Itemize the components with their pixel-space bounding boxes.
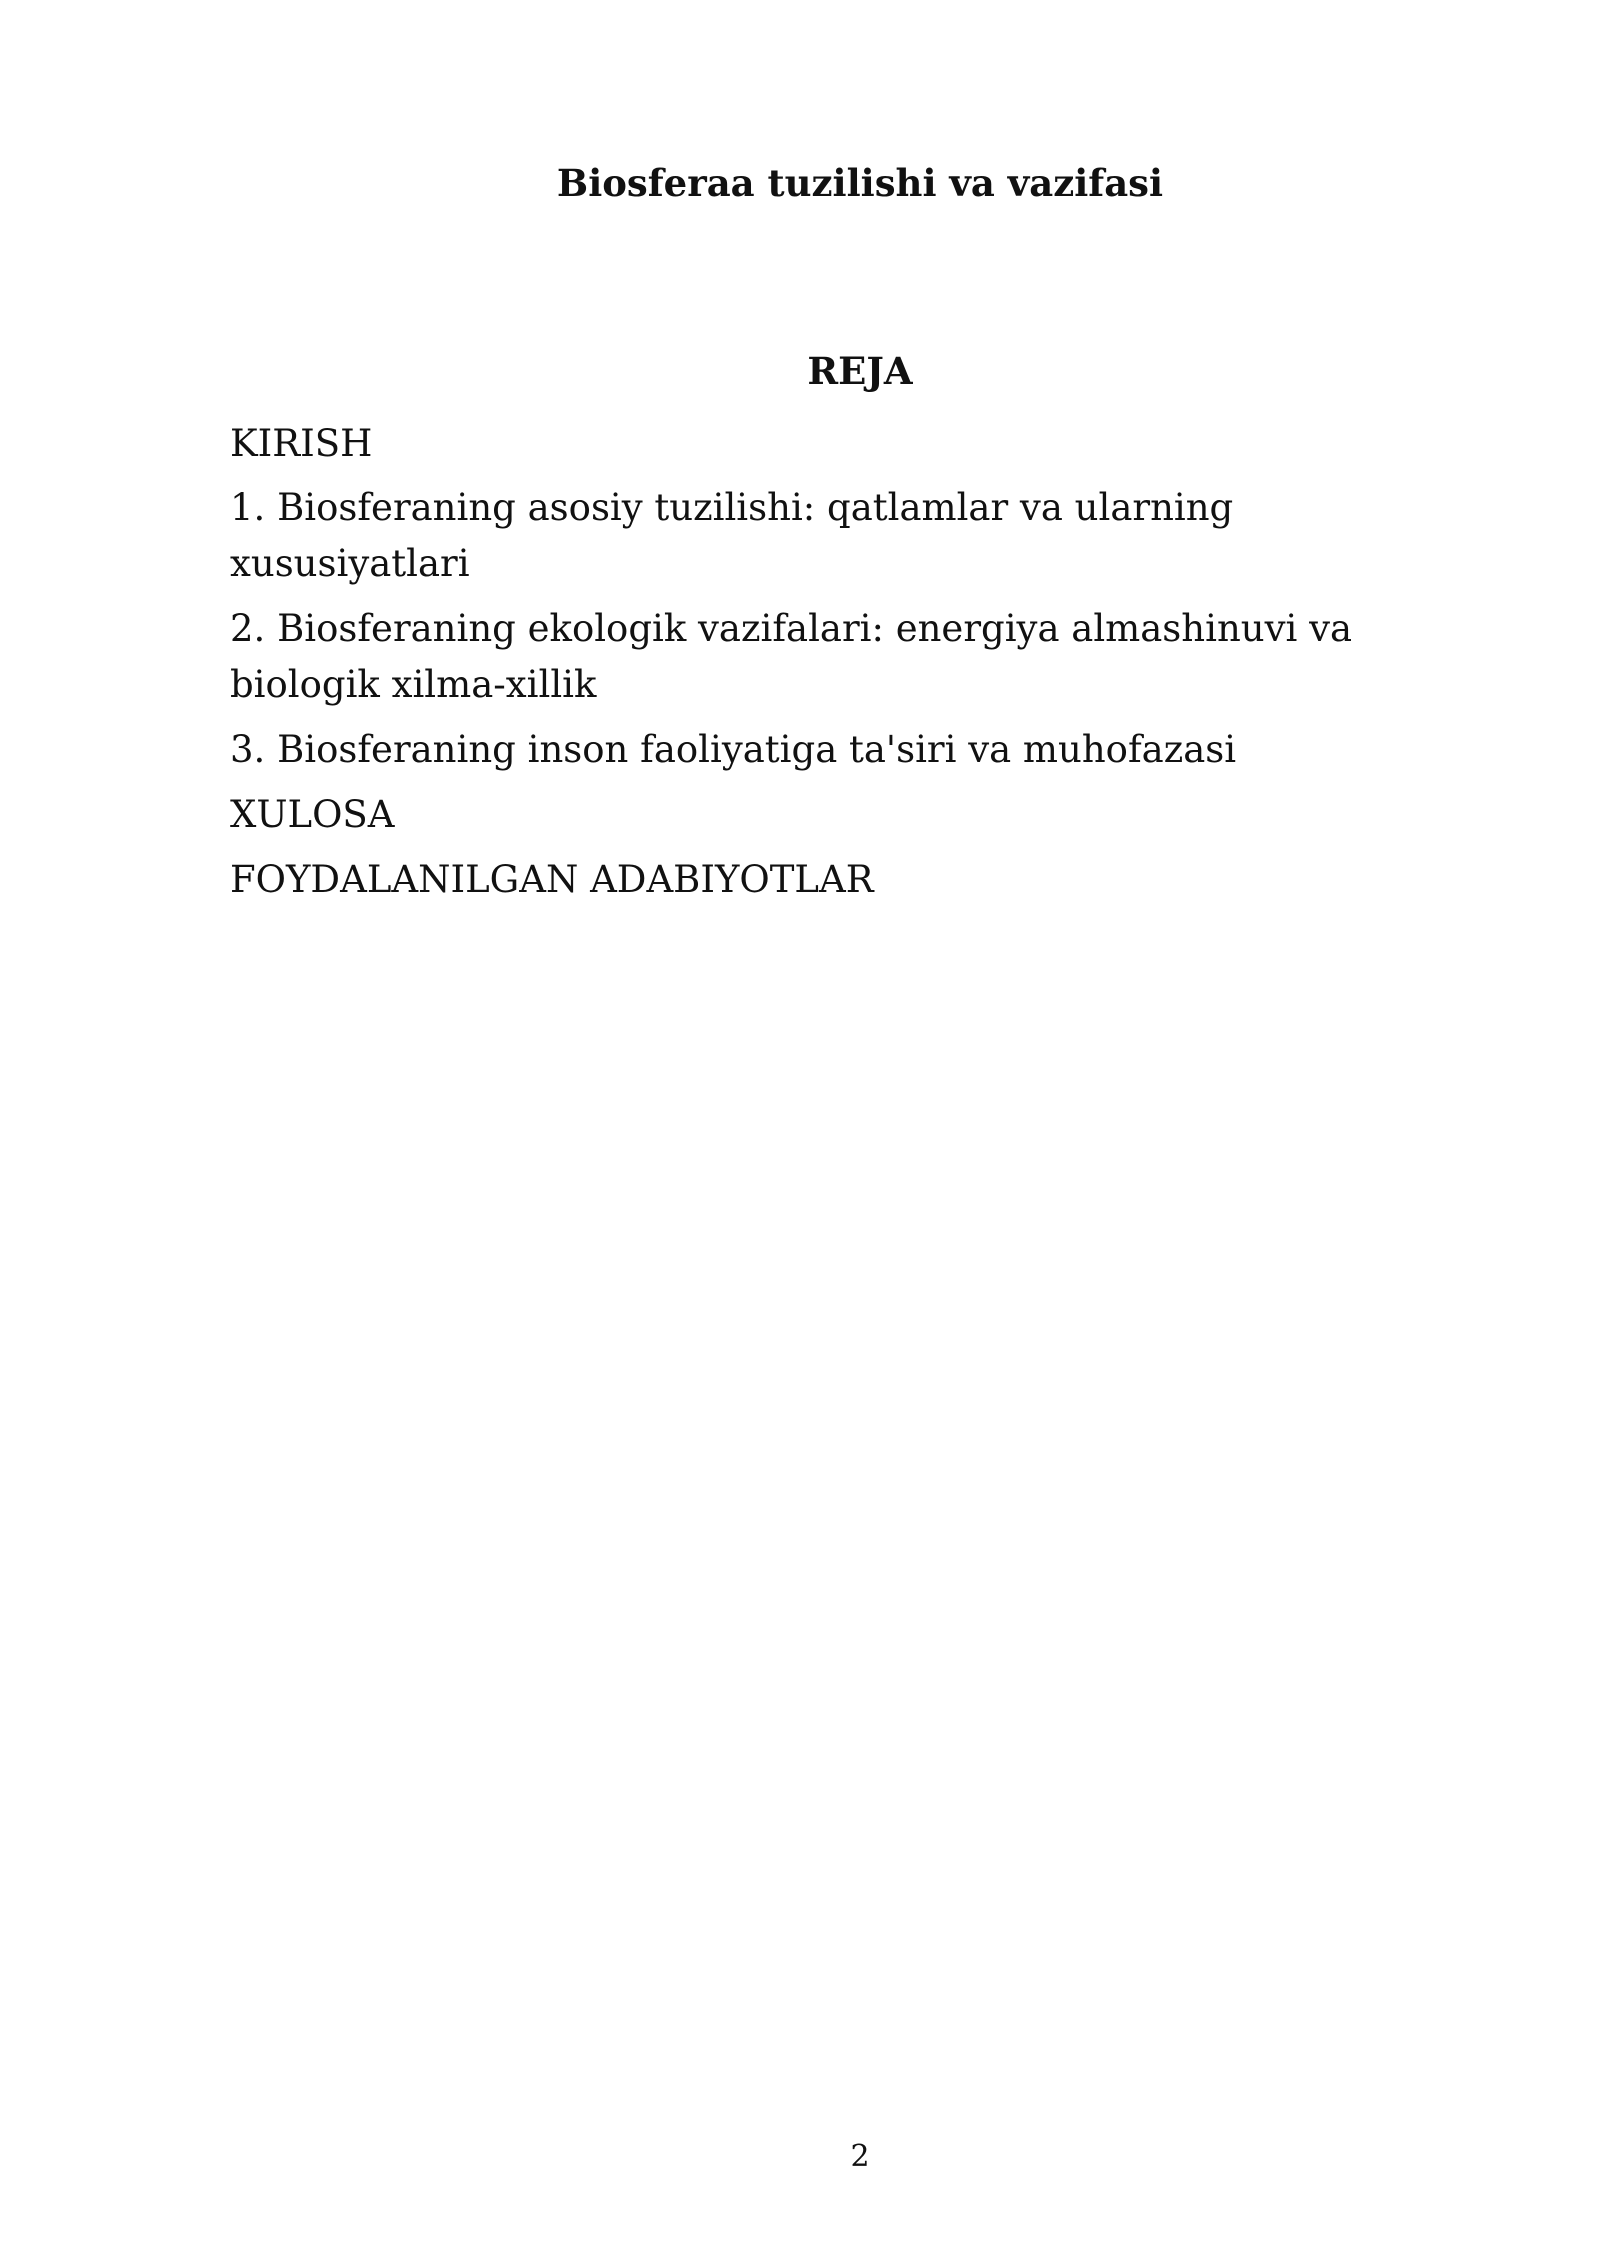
page-number: 2 bbox=[850, 2139, 870, 2174]
plan-item-introduction: KIRISH bbox=[230, 422, 373, 465]
plan-item-1: 1. Biosferaning asosiy tuzilishi: qatlamlar va ularning xususiyatlari bbox=[230, 486, 1234, 585]
plan-item-2: 2. Biosferaning ekologik vazifalari: energiya almashinuvi va biologik xilma-xillik bbox=[230, 607, 1353, 706]
plan-heading: REJA bbox=[807, 349, 913, 393]
document-title: Biosferaa tuzilishi va vazifasi bbox=[556, 161, 1164, 205]
plan-item-3: 3. Biosferaning inson faoliyatiga ta'siri va muhofazasi bbox=[230, 728, 1237, 771]
plan-item-references: FOYDALANILGAN ADABIYOTLAR bbox=[230, 858, 874, 901]
plan-item-conclusion: XULOSA bbox=[230, 793, 395, 836]
plan-list bbox=[230, 416, 1430, 917]
